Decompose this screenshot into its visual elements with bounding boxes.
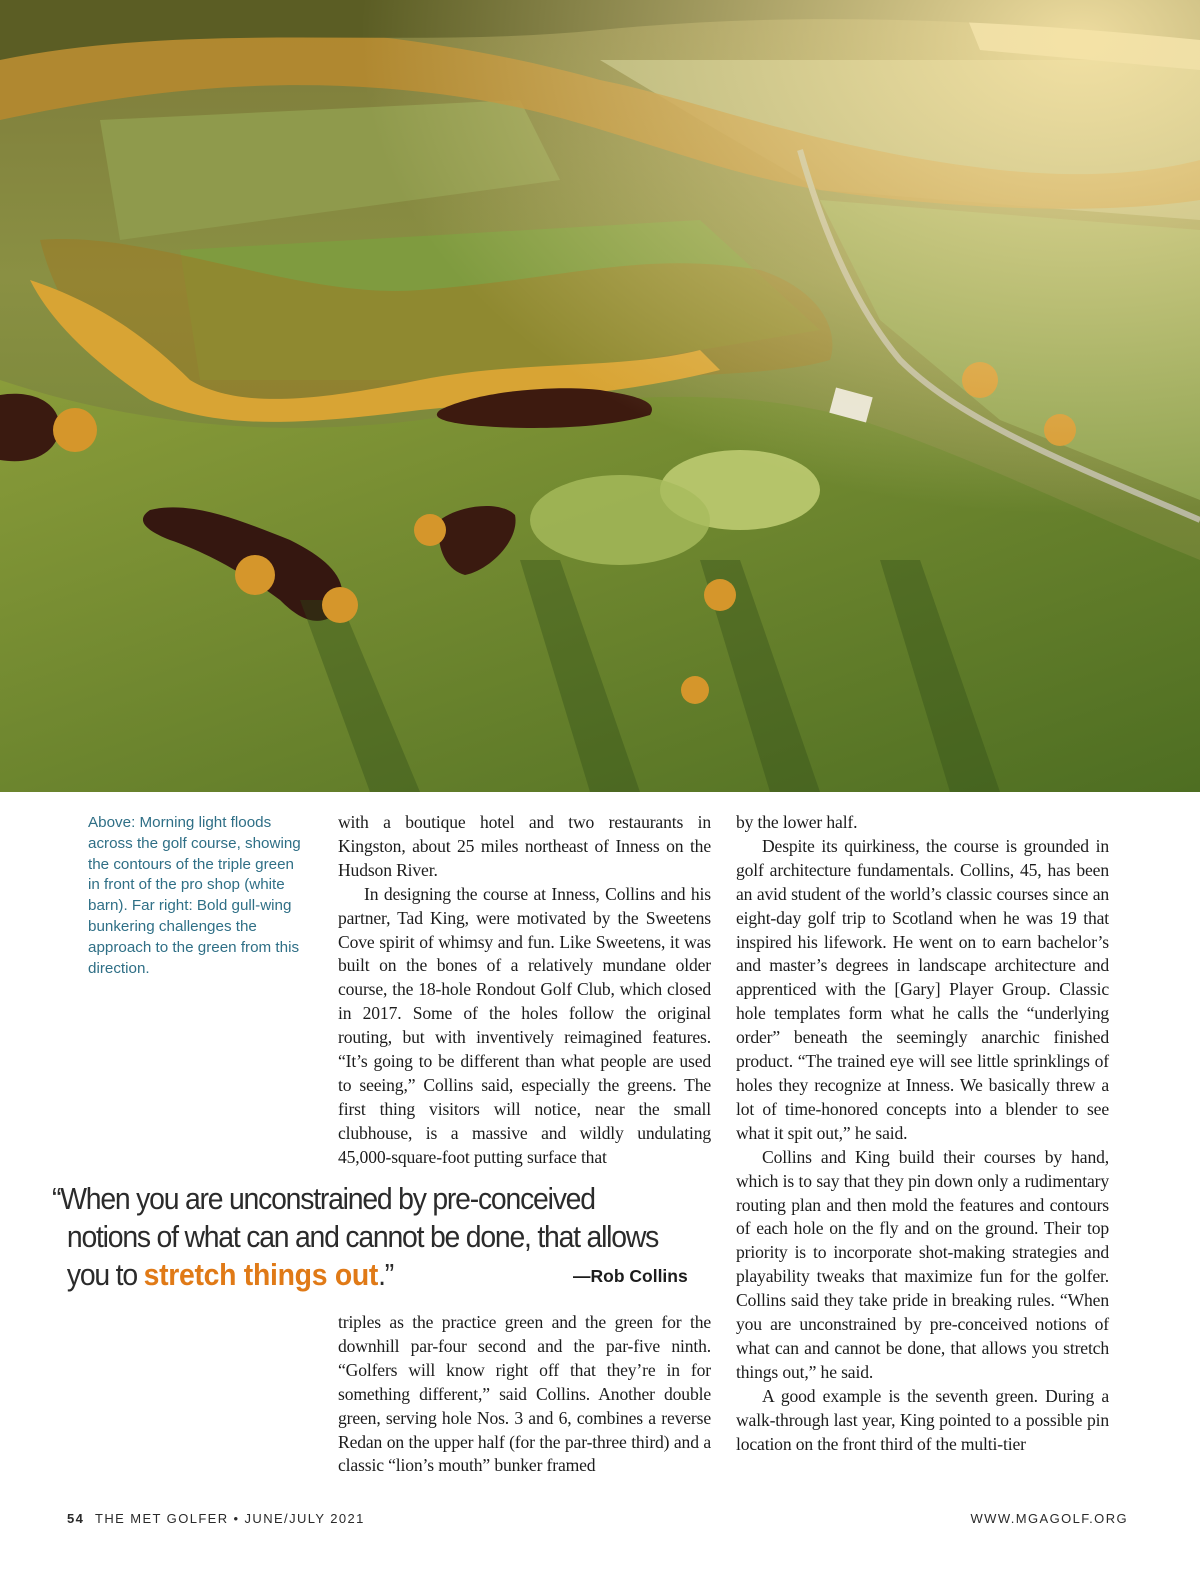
website-url[interactable]: WWW.MGAGOLF.ORG [970, 1511, 1128, 1526]
pull-quote-attribution: —Rob Collins [573, 1266, 688, 1286]
pull-quote-line-2: notions of what can and cannot be done, that allows [66, 1220, 659, 1254]
pull-quote-text: you to [66, 1258, 144, 1292]
pull-quote-emphasis: stretch things out [143, 1258, 379, 1292]
article-column-2-bottom [338, 1311, 711, 1478]
paragraph: A good example is the seventh green. During a walk-through last year, King pointed to a possible pin location on the front third of the multi-tier [736, 1385, 1109, 1454]
publication-name: THE MET GOLFER • JUNE/JULY 2021 [95, 1511, 365, 1526]
article-column-2-top [338, 811, 711, 1170]
paragraph: with a boutique hotel and two restaurants in Kingston, about 25 miles northeast of Inness on the Hudson River. [338, 812, 711, 880]
paragraph: In designing the course at Inness, Collins and his partner, Tad King, were motivated by the Sweetens Cove spirit of whimsy and fun. Like Sweetens, it was built on the bones of a relatively mundane older course, the 18-hole Rondout Golf Club, which closed in 2017. Some of the holes follow the original routing, but with inventively reimagined features. “It’s going to be different than what people are used to seeing,” Collins said, especially the greens. The first thing visitors will notice, near the small clubhouse, is a massive and wildly undulating 45,000-square-foot putting surface that [338, 883, 711, 1167]
paragraph: Collins and King build their courses by hand, which is to say that they pin down only a rudimentary routing plan and then mold the features and contours of each hole on the fly and on the ground. Their top priority is to incorporate shot-making strategies and playability tweaks that maximize fun for the golfer. Collins said they take pride in breaking rules. “When you are unconstrained by pre-conceived notions of what can and cannot be done, that allows you stretch things out,” he said. [736, 1146, 1109, 1382]
page-footer-left [67, 1511, 365, 1526]
pull-quote-line-1: “When you are unconstrained by pre-conceived [52, 1182, 595, 1216]
paragraph: triples as the practice green and the green for the downhill par-four second and the par-five ninth. “Golfers will know right off that they’re in for something different,” said Collins. Another double green, serving hole Nos. 3 and 6, combines a reverse Redan on the upper half (for the par-three third) and a classic “lion’s mouth” bunker framed [338, 1312, 711, 1476]
pull-quote-close: .” [378, 1258, 393, 1292]
page-number: 54 [67, 1511, 85, 1526]
article-column-3 [736, 811, 1109, 1456]
photo-caption: Above: Morning light floods across the golf course, showing the contours of the triple green in front of the pro shop (white barn). Far right: Bold gull-wing bunkering challenges the approach to the green from this direction. [88, 814, 301, 977]
paragraph: by the lower half. [736, 812, 858, 832]
paragraph: Despite its quirkiness, the course is grounded in golf architecture fundamentals. Collins, 45, has been an avid student of the world’s classic courses since an eight-day golf trip to Scotland when he was 19 that inspired his lifework. He went on to earn bachelor’s and master’s degrees in landscape architecture and apprenticed with the [Gary] Player Group. Classic hole templates form what he calls the “underlying order” beneath the seemingly anarchic finished product. “The trained eye will see little sprinklings of holes they recognize at Inness. We basically threw a lot of time-honored concepts into a blender to see what it spit out,” he said. [736, 835, 1109, 1143]
